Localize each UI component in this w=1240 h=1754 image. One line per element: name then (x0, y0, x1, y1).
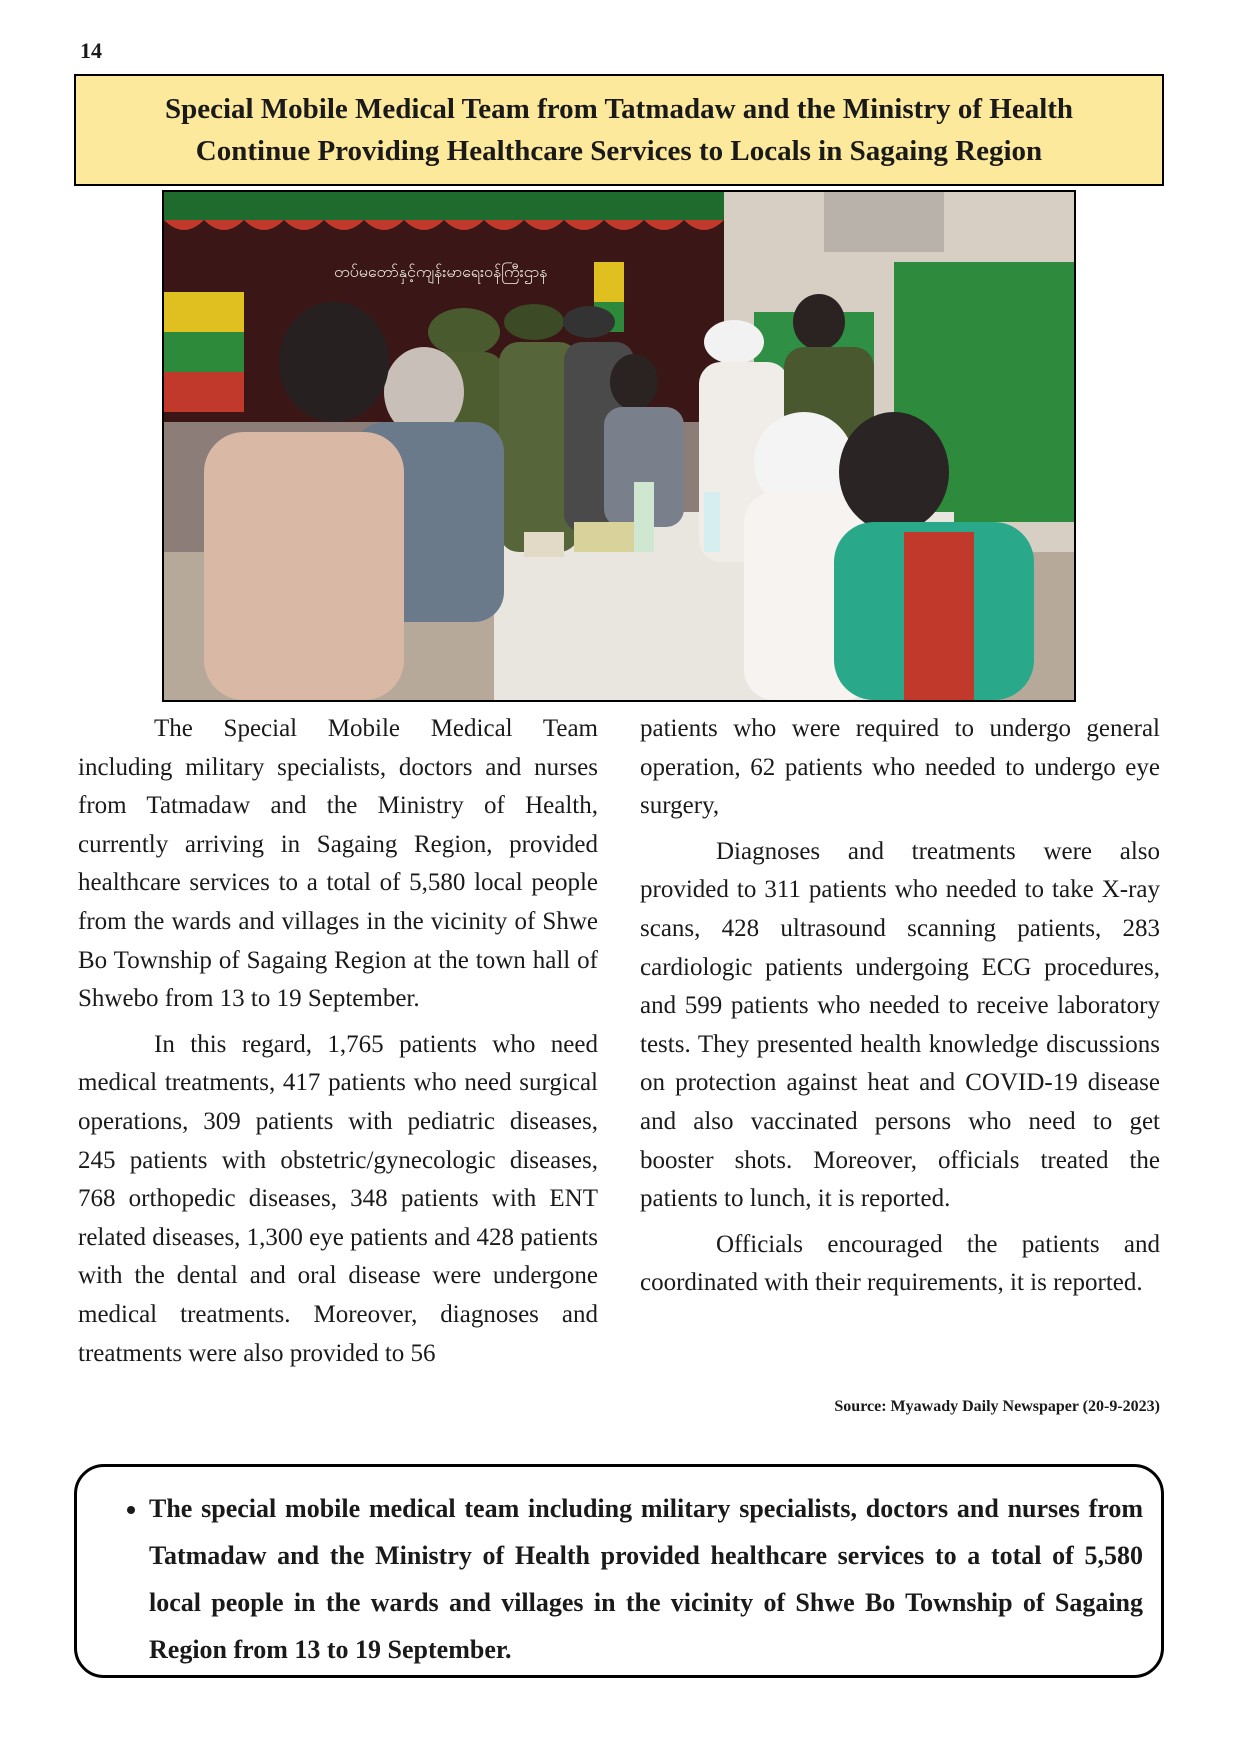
summary-box (74, 1464, 1164, 1678)
right-paragraph-3: Officials encouraged the patients and coordinated with their requirements, it is reported. (640, 1230, 1160, 1297)
summary-list (95, 1485, 1143, 1673)
title-line-1: Special Mobile Medical Team from Tatmadaw and the Ministry of Health (164, 93, 1074, 125)
left-paragraph-1: The Special Mobile Medical Team including military specialists, doctors and nurses from Tatmadaw and the Ministry of Health, currently arriving in Sagaing Region, provided healthcare services to a total of 5,580 local people from the wards and villages in the vicinity of Shwe Bo Township of Sagaing Region at the town hall of Shwebo from 13 to 19 September. (78, 715, 598, 1013)
article-title (74, 74, 1164, 186)
right-column (640, 710, 1160, 1310)
banner-text: တပ်မတော်နှင့်ကျန်းမာရေးဝန်ကြီးဌာန (334, 262, 548, 281)
page-number: 14 (80, 38, 102, 63)
left-column (78, 710, 598, 1380)
title-line-2: Continue Providing Healthcare Services to Locals in Sagaing Region (195, 135, 1043, 167)
photo-icon (164, 192, 1074, 700)
right-paragraph-1: patients who were required to undergo general operation, 62 patients who needed to undergo eye surgery, (640, 715, 1160, 820)
left-paragraph-2: In this regard, 1,765 patients who need medical treatments, 417 patients who need surgical operations, 309 patients with pediatric diseases, 245 patients with obstetric/gynecologic diseases, 768 orthopedic diseases, 348 patients with ENT related diseases, 1,300 eye patients and 428 patients with the dental and oral disease were undergone medical treatments. Moreover, diagnoses and treatments were also provided to 56 (78, 1030, 598, 1367)
article-photo (162, 190, 1076, 702)
source-citation: Source: Myawady Daily Newspaper (20-9-2023) (834, 1398, 1160, 1415)
right-paragraph-2: Diagnoses and treatments were also provided to 311 patients who needed to take X-ray scans, 428 ultrasound scanning patients, 283 cardiologic patients undergoing ECG procedures, and 599 patients who needed to receive laboratory tests. They presented health knowledge discussions on protection against heat and COVID-19 disease and also vaccinated persons who need to get booster shots. Moreover, officials treated the patients to lunch, it is reported. (640, 837, 1160, 1213)
summary-item: • The special mobile medical team including military specialists, doctors and nurses from Tatmadaw and the Ministry of Health provided healthcare services to a total of 5,580 local people in the wards and villages in the vicinity of Shwe Bo Township of Sagaing Region from 13 to 19 September. (149, 1485, 1143, 1673)
